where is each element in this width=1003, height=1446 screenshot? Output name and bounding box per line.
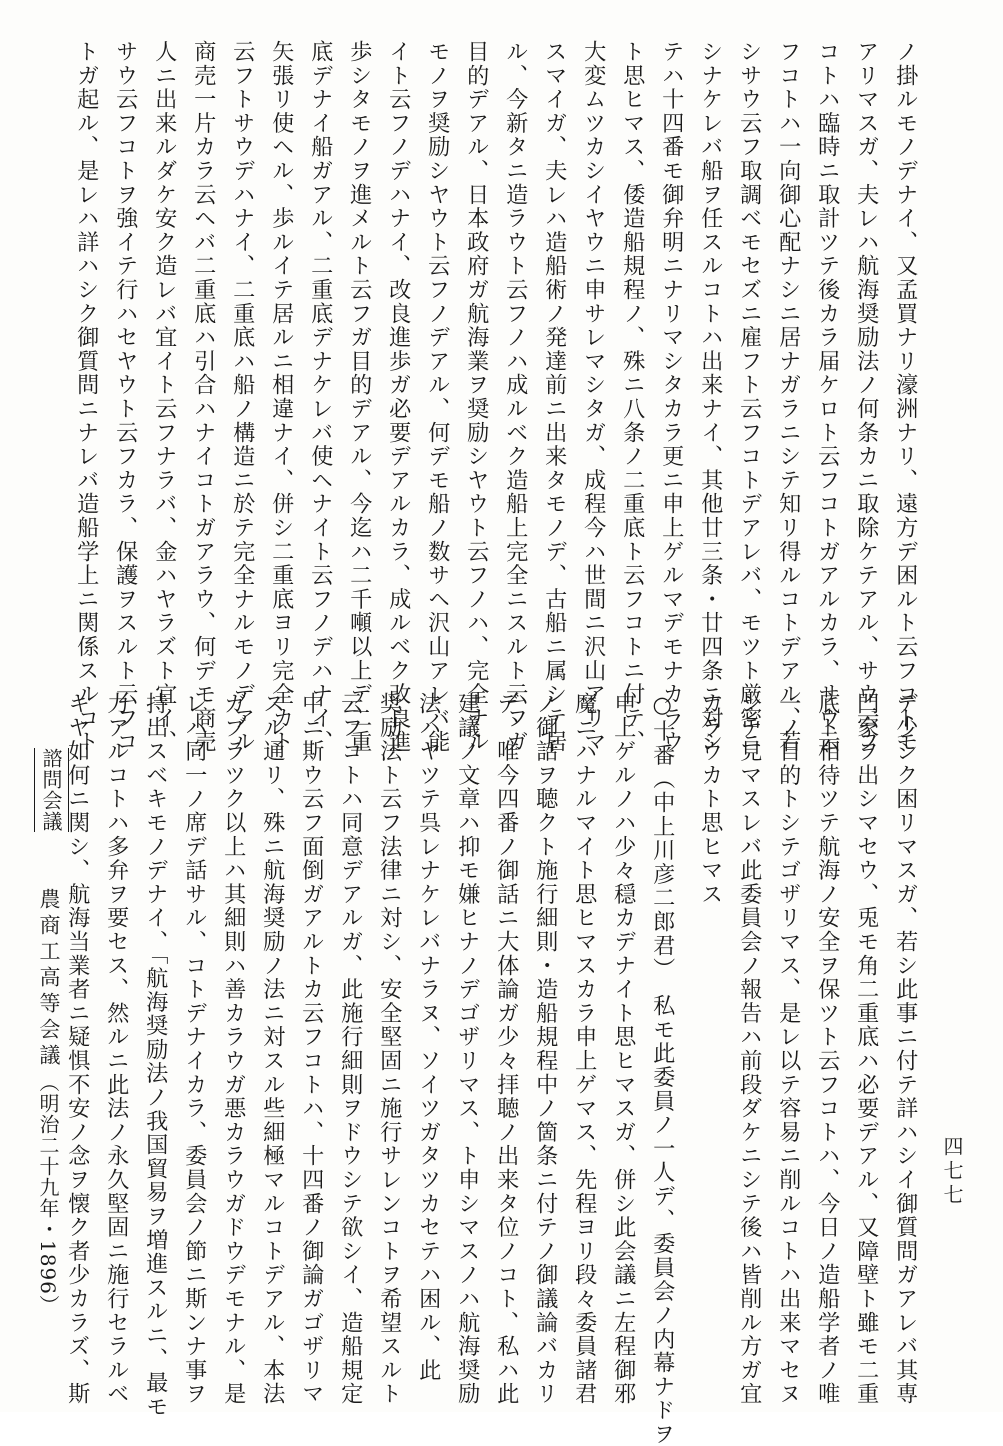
text-column: 奨励法ト云フ法律ニ対シ、安全堅固ニ施行サレンコトヲ希望スルト: [376, 692, 403, 1406]
text-column: 人ニ出来ルダケ安ク造レバ宜イト云フナラバ、金ハヤラズト宜イ、: [151, 40, 178, 754]
text-column: 申上ゲルノハ少々穏カデナイト思ヒマスガ、併シ此会議ニ左程御邪: [610, 692, 637, 1406]
text-column: モノヲ奨励シヤウト云フノデアル、何デモ船ノ数サヘ沢山アレバ能: [424, 40, 451, 754]
text-column: コトハ臨時ニ取計ツテ後カラ届ケロト云フコトガアルカラ、サウ云: [814, 40, 841, 754]
text-column: 力アルコトハ多弁ヲ要セス、然ルニ此法ノ永久堅固ニ施行セラルベ: [103, 692, 130, 1406]
text-column: 法ハヤツテ呉レナケレバナラヌ、ソイツガタツカセテハ困ル、此: [415, 692, 442, 1383]
text-column: シサウ云フ取調ベモセズニ雇フト云フコトデアレバ、モツト厳密ニ: [736, 40, 763, 754]
text-column: レハ同一ノ席デ話サル、コトデナイカラ、委員会ノ節ニ斯ンナ事ヲ: [181, 692, 208, 1406]
text-column: カラウカト思ヒマス: [697, 692, 724, 907]
text-column: 中ニ斯ウ云フ面倒ガアルトカ云フコトハ、十四番ノ御論ガゴザリマ: [298, 692, 325, 1406]
running-header-title: 農商工高等会議: [37, 888, 61, 1070]
running-header-era: （明治二十九年・1896）: [36, 1072, 60, 1316]
text-column: 底デナイ船ガアル、二重底デナケレバ使ヘナイト云フノデハナイ、: [307, 40, 334, 754]
text-column: デ、唯今四番ノ御話ニ大体論ガ少々拝聴ノ出来タ位ノコト、私ハ此: [493, 692, 520, 1406]
text-column: サウ云フコトヲ強イテ行ハセヤウト云フカラ、保護ヲスルト云フコ: [112, 40, 139, 754]
text-column: ル、今新タニ造ラウト云フノハ成ルベク造船上完全ニスルト云フガ: [502, 40, 529, 754]
text-column: 云フトサウデハナイ、二重底ハ船ノ構造ニ於テ完全ナルモノデアル: [229, 40, 256, 754]
text-column: ノ掛ルモノデナイ、又孟買ナリ濠洲ナリ、遠方デ困ルト云フコトモ: [892, 40, 919, 754]
text-column: 持出スベキモノデナイ、「航海奨励法ノ我国貿易ヲ増進スルニ、最モ: [142, 692, 169, 1419]
page-number: 四七七: [940, 1136, 964, 1208]
text-column: シテ見マスレバ此委員会ノ報告ハ前段ダケニシテ後ハ皆削ル方ガ宜: [736, 692, 763, 1406]
text-column: 一ノ目的トシテゴザリマス、是レ以テ容易ニ削ルコトハ出来マセヌ: [775, 692, 802, 1406]
text-column: フコトハ一向御心配ナシニ居ナガラニシテ知リ得ルコトデアル、若: [775, 40, 802, 754]
text-column: トガ起ル、是レハ詳ハシク御質問ニナレバ造船学上ニ関係スルコト: [73, 40, 100, 754]
text-column: ノ御話ヲ聴クト施行細則・造船規程中ノ箇条ニ付テノ御議論バカリ: [532, 692, 559, 1406]
text-column: 目的デアル、日本政府ガ航海業ヲ奨励シヤウト云フノハ、完全ナル: [463, 40, 490, 754]
text-column: 歩シタモノヲ進メルト云フガ目的デアル、今迄ハ二千噸以上デ二重: [346, 40, 373, 754]
text-column: ガブラツク以上ハ其細則ハ善カラウガ悪カラウガドウデモナル、是: [220, 692, 247, 1406]
text-column: キヤ如何ニ関シ、航海当業者ニ疑惧不安ノ念ヲ懐ク者少カラズ、斯: [64, 692, 91, 1406]
text-column: 魔ニハナルマイト思ヒマスカラ申上ゲマス、先程ヨリ段々委員諸君: [571, 692, 598, 1406]
text-column: テハ十四番モ御弁明ニナリマシタカラ更ニ申上ゲルマデモナカラウ: [658, 40, 685, 754]
text-column: 大変ムツカシイヤウニ申サレマシタガ、成程今ハ世間ニ沢山アリマ: [580, 40, 607, 754]
text-column: スマイガ、夫レハ造船術ノ発達前ニ出来タモノデ、古船ニ属シテ居: [541, 40, 568, 754]
text-column: 商売一片カラ云ヘバ二重底ハ引合ハナイコトガアラウ、何デモ商売: [190, 40, 217, 754]
text-column: イト云フノデハナイ、改良進歩ガ必要デアルカラ、成ルベク改良進: [385, 40, 412, 754]
text-column: デ少シク困リマスガ、若シ此事ニ付テ詳ハシイ御質問ガアレバ其専: [892, 692, 919, 1406]
speaker-heading-column: ○十番（中上川彦二郎君） 私モ此委員ノ一人デ、委員会ノ内幕ナドヲ: [649, 692, 676, 1446]
text-column: 云フコトハ同意デアルガ、此施行細則ヲドウシテ欲シイ、造船規定: [337, 692, 364, 1406]
text-column: 門家ヲ出シマセウ、兎モ角二重底ハ必要デアル、又障壁ト雖モ二重: [853, 692, 880, 1406]
running-header-category: 諮問会議: [34, 748, 69, 832]
text-column: ト思ヒマス、倭造船規程ノ、殊ニ八条ノ二重底ト云フコトニ付テ、: [619, 40, 646, 754]
text-column: 底ト相待ツテ航海ノ安全ヲ保ツト云フコトハ、今日ノ造船学者ノ唯: [814, 692, 841, 1406]
text-column: アリマスガ、夫レハ航海奨励法ノ何条カニ取除ケテアル、サウ云フ: [853, 40, 880, 754]
text-column: 建議ノ文章ハ抑モ嫌ヒナノデゴザリマス、ト申シマスノハ航海奨励: [454, 692, 481, 1406]
text-column: スル通リ、殊ニ航海奨励ノ法ニ対スル些細極マルコトデアル、本法: [259, 692, 286, 1406]
text-column: 矢張リ使ヘル、歩ルイテ居ルニ相違ナイ、併シ二重底ヨリ完全カト: [268, 40, 295, 754]
text-column: シナケレバ船ヲ任スルコトハ出来ナイ、其他廿三条・廿四条ニ対シ: [697, 40, 724, 754]
